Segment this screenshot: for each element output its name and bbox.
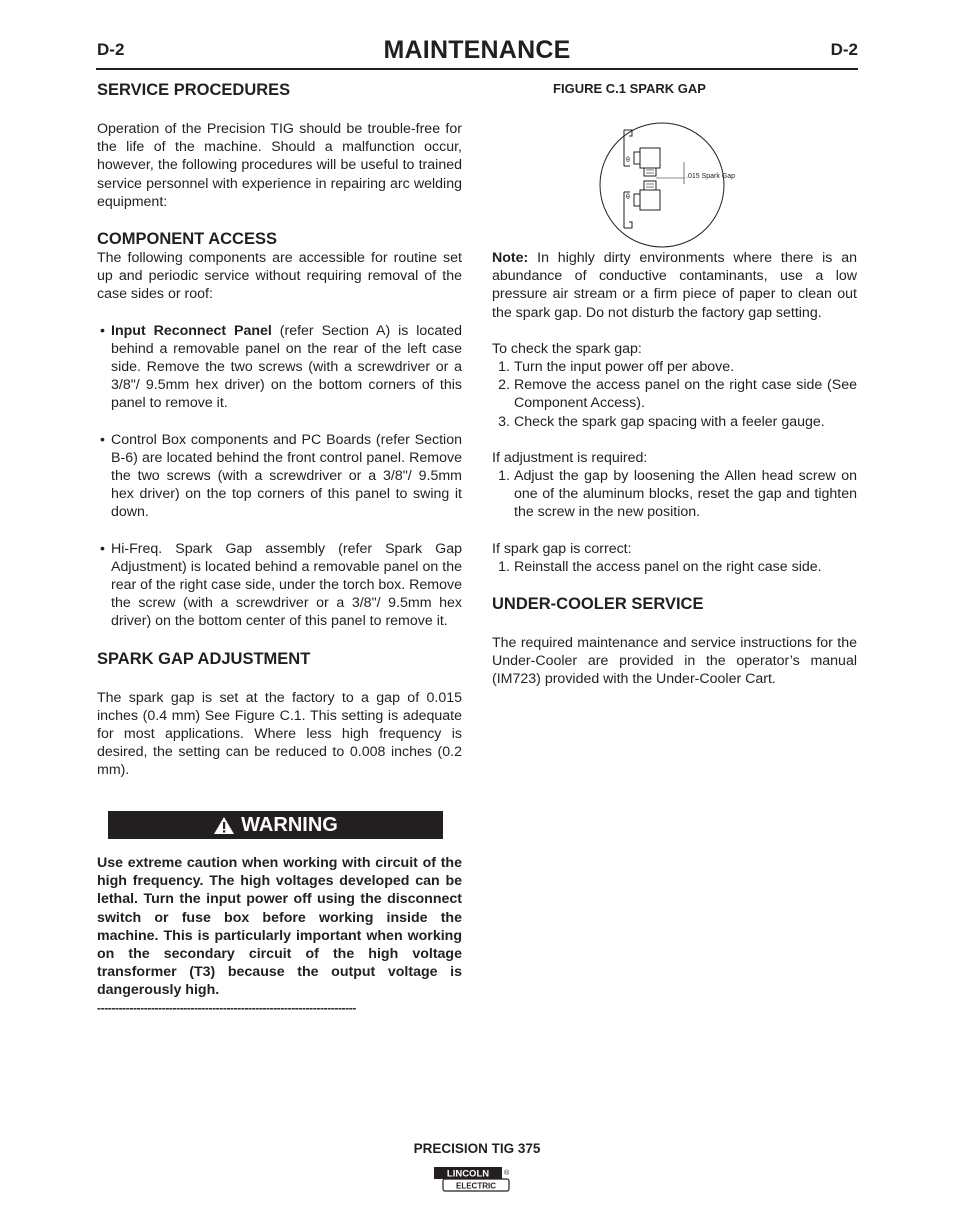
logo-registered-mark: ® — [504, 1170, 510, 1177]
spark-gap-label: .015 Spark Gap — [686, 173, 736, 180]
check-intro: To check the spark gap: — [492, 340, 642, 357]
right-column — [492, 249, 857, 689]
list-item — [492, 558, 857, 576]
warning-end-dashes: ------------------------------------------------------------------------ — [97, 1001, 356, 1015]
warning-triangle-icon — [213, 816, 235, 835]
logo-bottom-text: ELECTRIC — [456, 1181, 496, 1191]
bullet-marker: • — [100, 540, 105, 557]
bullet-marker: • — [100, 431, 105, 448]
logo-top-text: LINCOLN — [446, 1168, 490, 1180]
step-text: Turn the input power off per above. — [514, 359, 735, 376]
list-item — [97, 540, 462, 631]
component-access-heading: COMPONENT ACCESS — [97, 230, 277, 249]
list-item — [492, 358, 857, 376]
service-procedures-body: Operation of the Precision TIG should be trouble-free for the life of the machine. Should a malfunction occur, however, the following procedures will be useful to trained service personnel with experience in repairing arc welding equipment: — [97, 121, 462, 210]
step-number: 2. — [498, 377, 510, 394]
bullet-text: Hi-Freq. Spark Gap assembly (refer Spark Gap Adjustment) is located behind a removable panel on the rear of the right case side, under the torch box. Remove the screw (with a screwdriver or a 3/8"/ 9.5mm hex driver) on the bottom center of this panel to remove it. — [111, 540, 462, 630]
warning-label: WARNING — [241, 813, 338, 836]
step-text: Remove the access panel on the right case side (See Component Access). — [514, 377, 857, 412]
left-column — [97, 80, 462, 780]
step-text: Check the spark gap spacing with a feeler gauge. — [514, 413, 825, 430]
page-title: MAINTENANCE — [383, 36, 571, 64]
note-body: In highly dirty environments where there is an abundance of conductive contaminants, use a low pressure air stream or a firm piece of paper to clean out the spark gap. Do not disturb the factory gap setting. — [492, 250, 857, 321]
bullet-marker: • — [100, 322, 105, 339]
step-text: Reinstall the access panel on the right case side. — [514, 558, 822, 575]
step-text: Adjust the gap by loosening the Allen head screw on one of the aluminum blocks, reset the gap and tighten the screw in the new position. — [514, 468, 857, 521]
note-label: Note: — [492, 250, 529, 266]
bullet-text: Control Box components and PC Boards (refer Section B-6) are located behind the front control panel. Remove the two screws (with a screwdriver or a 3/8"/ 9.5mm hex driver) on the top corners of this panel to swing it down. — [111, 431, 462, 521]
page-id-left: D-2 — [97, 40, 125, 59]
list-item — [492, 376, 857, 412]
under-cooler-heading: UNDER-COOLER SERVICE — [492, 595, 704, 614]
figure-title: FIGURE C.1 SPARK GAP — [553, 81, 706, 96]
step-number: 1. — [498, 468, 510, 485]
under-cooler-body: The required maintenance and service instructions for the Under-Cooler are provided in the operator’s manual (IM723) provided with the Under-Cooler Cart. — [492, 635, 857, 688]
adjust-intro: If adjustment is required: — [492, 449, 648, 466]
component-access-body: The following components are accessible for routine set up and periodic service without requiring removal of the case sides or roof: — [97, 250, 462, 303]
service-procedures-heading: SERVICE PROCEDURES — [97, 81, 291, 99]
footer-product-name: PRECISION TIG 375 — [413, 1141, 541, 1156]
svg-text:θ: θ — [626, 157, 630, 164]
svg-text:θ: θ — [626, 194, 630, 201]
bullet-text: (refer Section A) is located behind a removable panel on the rear of the left case side. Remove the two screws (with a screwdriver or a 3/8"/ 9.5mm hex driver) on the bottom corners of this panel to remove it. — [111, 322, 462, 412]
list-item — [97, 431, 462, 522]
list-item — [97, 322, 462, 413]
step-number: 1. — [498, 558, 510, 575]
note-paragraph — [492, 249, 857, 322]
step-number: 1. — [498, 359, 510, 376]
header-rule — [96, 68, 858, 70]
spark-gap-adjustment-body: The spark gap is set at the factory to a gap of 0.015 inches (0.4 mm) See Figure C.1. This setting is adequate for most applications. Where less high frequency is desired, the setting can be reduced to 0.008 inches (0.2 mm). — [97, 689, 462, 779]
bullet-bold-lead: Input Reconnect Panel — [111, 322, 272, 339]
warning-banner — [108, 811, 443, 839]
correct-intro: If spark gap is correct: — [492, 540, 632, 557]
warning-body: Use extreme caution when working with circuit of the high frequency. The high voltages developed can be lethal. Turn the input power off using the disconnect switch or fuse box before working inside the machine. This is particularly important when working on the secondary circuit of the high voltage transformer (T3) because the output voltage is dangerously high. — [97, 855, 462, 999]
list-item — [492, 467, 857, 522]
list-item — [492, 413, 857, 431]
step-number: 3. — [498, 413, 510, 430]
spark-gap-adjustment-heading: SPARK GAP ADJUSTMENT — [97, 649, 311, 668]
page-id-right: D-2 — [830, 40, 858, 59]
lincoln-electric-logo — [433, 1166, 513, 1194]
spark-gap-diagram — [596, 122, 756, 252]
